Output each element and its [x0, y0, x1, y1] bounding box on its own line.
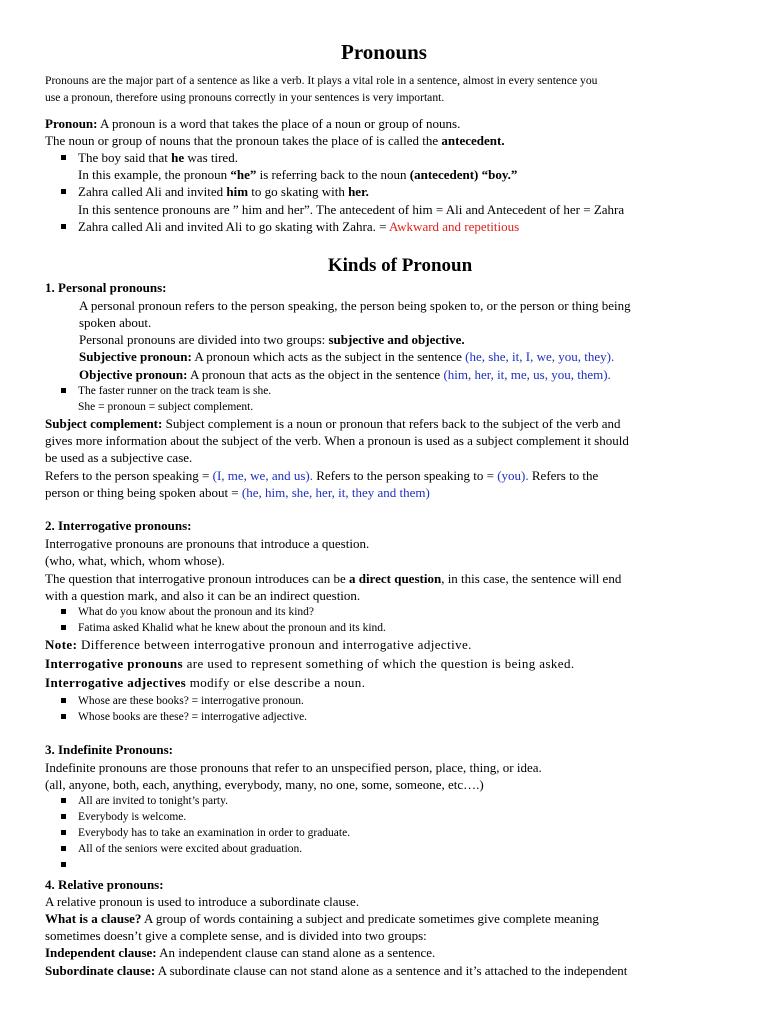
bullet-icon: [61, 189, 66, 194]
bullet-icon: [61, 224, 66, 229]
what-is-clause-line: [45, 910, 599, 927]
s3-bullet-3: Everybody has to take an examination in order to graduate.: [78, 827, 351, 839]
example-2-pronoun: him: [226, 184, 249, 199]
section-2-heading: [45, 517, 192, 534]
example-1-part: was tired.: [184, 150, 238, 165]
example-1-note-pronoun: “he”: [230, 167, 257, 182]
subject-complement-line-2: gives more information about the subject of the verb. When a pronoun is used as a subject complement it should: [45, 433, 629, 448]
section-3-heading: [45, 741, 173, 758]
section-4-heading-text: 4. Relative pronouns:: [45, 877, 164, 892]
s1-para-3: [79, 331, 465, 348]
independent-clause-text: An independent clause can stand alone as a sentence.: [156, 945, 436, 960]
objective-term: Objective pronoun:: [79, 367, 188, 382]
s2-bullet-4: Whose books are these? = interrogative adjective.: [78, 711, 308, 723]
example-2-part: Zahra called Ali and invited: [78, 184, 227, 199]
note-text: Difference between interrogative pronoun and interrogative adjective.: [77, 637, 472, 652]
refers-list: (you).: [497, 468, 529, 483]
subordinate-clause-term: Subordinate clause:: [45, 963, 156, 978]
antecedent-definition: [45, 132, 505, 149]
pronoun-term: Pronoun:: [45, 116, 98, 131]
s2-line-4: with a question mark, and also it can be an indirect question.: [45, 588, 361, 603]
page-title: Pronouns: [341, 40, 427, 64]
s3-bullet-4: All of the seniors were excited about graduation.: [78, 843, 303, 855]
refers-line-2: [45, 484, 430, 501]
s3-line-1: Indefinite pronouns are those pronouns that refer to an unspecified person, place, thing, or idea.: [45, 760, 542, 775]
subjective-list: (he, she, it, I, we, you, they).: [465, 349, 615, 364]
note-line: [45, 636, 472, 653]
section-3-heading-text: 3. Indefinite Pronouns:: [45, 742, 173, 757]
kinds-title: Kinds of Pronoun: [327, 255, 473, 276]
s1-bullet-1-note: She = pronoun = subject complement.: [78, 401, 254, 413]
s3-bullet-2: Everybody is welcome.: [78, 811, 187, 823]
subject-complement-text: Subject complement is a noun or pronoun that refers back to the subject of the verb and: [162, 416, 621, 431]
interrogative-adjectives-line: [45, 674, 365, 691]
refers-text: Refers to the: [528, 468, 599, 483]
refers-list: (he, him, she, her, it, they and them): [241, 485, 430, 500]
antecedent-text: The noun or group of nouns that the pronoun takes the place of is called the: [45, 133, 442, 148]
refers-text: Refers to the person speaking =: [45, 468, 213, 483]
example-3: [78, 218, 519, 235]
bullet-icon: [61, 814, 66, 819]
s2-line-3-text: The question that interrogative pronoun introduces can be: [45, 571, 349, 586]
bullet-icon: [61, 609, 66, 614]
bullet-icon: [61, 830, 66, 835]
subject-complement-term: Subject complement:: [45, 416, 163, 431]
refers-line-1: [45, 467, 598, 484]
bullet-icon: [61, 155, 66, 160]
s1-para-3-text: Personal pronouns are divided into two groups:: [79, 332, 329, 347]
s3-line-2: (all, anyone, both, each, anything, everybody, many, no one, some, someone, etc….): [45, 777, 484, 792]
pronoun-definition-text: A pronoun is a word that takes the place of a noun or group of nouns.: [97, 116, 461, 131]
example-1-pronoun: he: [171, 150, 185, 165]
example-1-part: The boy said that: [78, 150, 172, 165]
interrogative-pronouns-text: are used to represent something of which the question is being asked.: [182, 656, 575, 671]
s1-para-1: A personal pronoun refers to the person speaking, the person being spoken to, or the person or thing being: [79, 298, 631, 313]
note-term: Note:: [45, 637, 78, 652]
example-2: [78, 183, 369, 200]
bullet-icon: [61, 714, 66, 719]
what-is-clause-term: What is a clause?: [45, 911, 142, 926]
section-1-heading-text: 1. Personal pronouns:: [45, 280, 167, 295]
what-is-clause-text: A group of words containing a subject and predicate sometimes give complete meaning: [141, 911, 599, 926]
s1-para-3-groups: subjective and objective.: [328, 332, 465, 347]
subjective-text: A pronoun which acts as the subject in the sentence: [191, 349, 466, 364]
objective-text: A pronoun that acts as the object in the sentence: [187, 367, 444, 382]
refers-text: person or thing being spoken about =: [45, 485, 242, 500]
example-1: [78, 149, 238, 166]
subject-complement-line: [45, 415, 620, 432]
bullet-icon: [61, 698, 66, 703]
subjective-term: Subjective pronoun:: [79, 349, 192, 364]
intro-line-1: Pronouns are the major part of a sentence as like a verb. It plays a vital role in a sentence, almost in every sentence you: [45, 74, 598, 87]
subordinate-clause-line: [45, 962, 627, 979]
objective-list: (him, her, it, me, us, you, them).: [443, 367, 611, 382]
refers-list: (I, me, we, and us).: [212, 468, 313, 483]
example-1-note-part: In this example, the pronoun: [78, 167, 231, 182]
example-3-warning: Awkward and repetitious: [388, 219, 520, 234]
example-2-pronoun: her.: [348, 184, 369, 199]
subordinate-clause-text: A subordinate clause can not stand alone as a sentence and it’s attached to the independent: [155, 963, 628, 978]
subject-complement-line-3: be used as a subjective case.: [45, 450, 193, 465]
example-1-note-part: is referring back to the noun: [256, 167, 410, 182]
intro-line-2: use a pronoun, therefore using pronouns correctly in your sentences is very important.: [45, 91, 445, 104]
independent-clause-line: [45, 944, 435, 961]
s2-line-1: Interrogative pronouns are pronouns that introduce a question.: [45, 536, 370, 551]
interrogative-pronouns-term: Interrogative pronouns: [45, 656, 183, 671]
subjective-pronoun-line: [79, 348, 614, 365]
direct-question-term: a direct question: [348, 571, 442, 586]
bullet-icon: [61, 388, 66, 393]
interrogative-adjectives-text: modify or else describe a noun.: [186, 675, 366, 690]
section-4-heading: [45, 876, 164, 893]
bullet-icon: [61, 625, 66, 630]
bullet-icon: [61, 798, 66, 803]
s1-bullet-1: The faster runner on the track team is she.: [78, 385, 272, 397]
s2-line-2: (who, what, which, whom whose).: [45, 553, 225, 568]
s2-bullet-2: Fatima asked Khalid what he knew about the pronoun and its kind.: [78, 622, 386, 634]
objective-pronoun-line: [79, 366, 611, 383]
example-2-part: to go skating with: [248, 184, 349, 199]
example-1-note-antecedent: (antecedent) “boy.”: [409, 167, 518, 182]
s4-line-3: sometimes doesn’t give a complete sense, and is divided into two groups:: [45, 928, 427, 943]
s2-line-3: [45, 570, 621, 587]
section-2-heading-text: 2. Interrogative pronouns:: [45, 518, 192, 533]
refers-text: Refers to the person speaking to =: [312, 468, 498, 483]
s4-line-1: A relative pronoun is used to introduce a subordinate clause.: [45, 894, 360, 909]
s2-bullet-3: Whose are these books? = interrogative pronoun.: [78, 695, 304, 707]
section-1-heading: [45, 279, 166, 296]
pronoun-definition: [45, 115, 460, 132]
antecedent-term: antecedent.: [441, 133, 505, 148]
s1-para-2: spoken about.: [79, 315, 152, 330]
bullet-icon: [61, 862, 66, 867]
interrogative-pronouns-line: [45, 655, 575, 672]
s3-bullet-1: All are invited to tonight’s party.: [78, 795, 229, 807]
example-2-note: In this sentence pronouns are ” him and her”. The antecedent of him = Ali and Antecedent of her = Zahra: [78, 202, 625, 217]
independent-clause-term: Independent clause:: [45, 945, 157, 960]
s2-bullet-1: What do you know about the pronoun and its kind?: [78, 606, 315, 618]
example-1-note: [78, 166, 517, 183]
interrogative-adjectives-term: Interrogative adjectives: [45, 675, 187, 690]
bullet-icon: [61, 846, 66, 851]
example-3-text: Zahra called Ali and invited Ali to go skating with Zahra. =: [78, 219, 389, 234]
s2-line-3-text: , in this case, the sentence will end: [441, 571, 622, 586]
